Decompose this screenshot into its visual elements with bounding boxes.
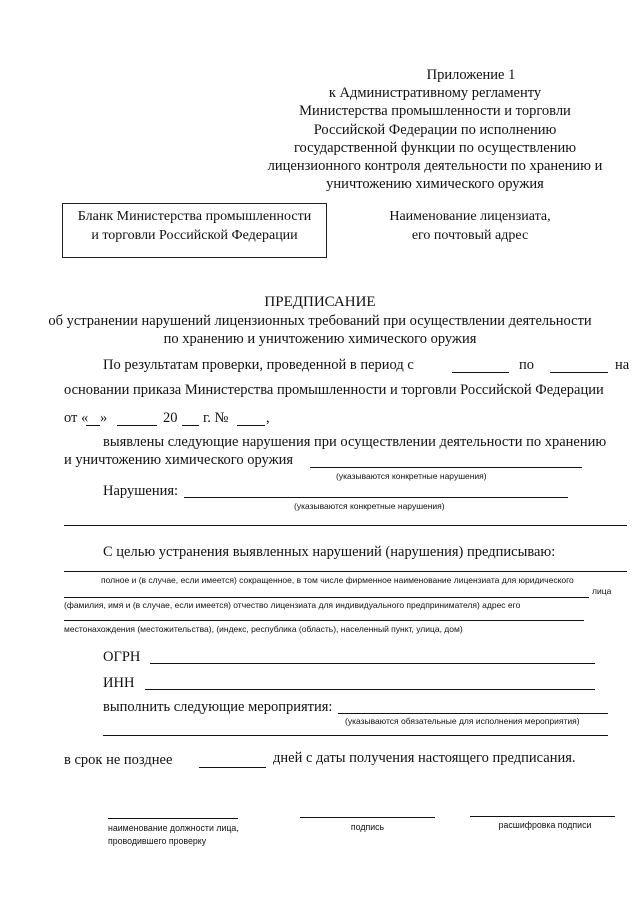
ogrn-field[interactable] [150, 663, 595, 664]
violations-label: Нарушения: [103, 483, 179, 499]
stamp-line: Бланк Министерства промышленности [77, 209, 312, 224]
violations-field-2[interactable] [64, 525, 627, 526]
position-signature-line[interactable] [108, 818, 238, 819]
appendix-line: уничтожению химического оружия [326, 176, 544, 193]
full-name-hint: полное и (в случае, если имеется) сокращенное, в том числе фирменное наименование лицензиата для юридического [101, 575, 574, 585]
measures-field[interactable] [338, 713, 608, 714]
fio-hint: (фамилия, имя и (в случае, если имеется) отчество лицензиата для индивидуального предпринимателя) адрес его [64, 600, 521, 610]
from-year: 20 [163, 410, 178, 426]
document-subtitle-2: по хранению и уничтожению химического оружия [163, 331, 477, 347]
found-text-2: и уничтожению химического оружия [64, 452, 294, 468]
inn-label: ИНН [103, 675, 135, 691]
measures-label: выполнить следующие мероприятия: [103, 699, 333, 715]
ministry-blank-box [62, 203, 327, 258]
appendix-line: к Административному регламенту [328, 85, 542, 102]
order-text: С целью устранения выявленных нарушений (нарушения) предписываю: [103, 544, 556, 560]
document-title: ПРЕДПИСАНИЕ [264, 294, 376, 310]
face-hint: лица [592, 586, 612, 596]
stamp-line: и торговли Российской Федерации [91, 228, 298, 243]
from-comma: , [266, 410, 270, 426]
check-na: на [615, 357, 630, 373]
from-quote-close: » [100, 410, 108, 426]
licensee-line: его почтовый адрес [411, 228, 529, 243]
deadline-days-field[interactable] [199, 767, 266, 768]
position-hint: наименование должности лица, проводившего проверку [108, 823, 239, 846]
basis-text: основании приказа Министерства промышленности и торговли Российской Федерации [64, 382, 604, 398]
deadline-text-a: в срок не позднее [64, 752, 173, 768]
check-text: По результатам проверки, проведенной в период с [103, 357, 414, 373]
period-start-field[interactable] [452, 372, 509, 373]
found-violations-field[interactable] [310, 467, 582, 468]
order-year-field[interactable] [182, 425, 199, 426]
appendix-line: государственной функции по осуществлению [293, 139, 577, 156]
licensee-name-field-2[interactable] [64, 597, 589, 598]
order-month-field[interactable] [117, 425, 157, 426]
licensee-address-block [355, 207, 585, 245]
deadline-text-b: дней с даты получения настоящего предписания. [273, 750, 576, 766]
from-number-label: г. № [203, 410, 229, 426]
check-po: по [519, 357, 535, 373]
violations-hint: (указываются конкретные нарушения) [294, 501, 445, 511]
order-number-field[interactable] [237, 425, 265, 426]
measures-field-2[interactable] [103, 735, 608, 736]
appendix-line: Приложение 1 [426, 67, 516, 83]
inn-field[interactable] [145, 689, 595, 690]
measures-hint: (указываются обязательные для исполнения мероприятия) [345, 716, 580, 726]
from-quote-open: от « [64, 410, 89, 426]
signature-hint: подпись [350, 822, 385, 832]
ogrn-label: ОГРН [103, 649, 141, 665]
licensee-name-field[interactable] [64, 571, 627, 572]
signature-line[interactable] [300, 817, 435, 818]
appendix-line: Российской Федерации по исполнению [313, 121, 557, 138]
found-text-1: выявлены следующие нарушения при осуществлении деятельности по хранению [103, 434, 607, 450]
location-hint: местонахождения (местожительства), (индекс, республика (область), населенный пункт, улица, дом) [64, 624, 463, 634]
appendix-header [240, 66, 630, 193]
document-subtitle-1: об устранении нарушений лицензионных требований при осуществлении деятельности [48, 313, 592, 329]
address-field[interactable] [64, 620, 584, 621]
order-day-field[interactable] [86, 425, 100, 426]
decoding-hint: расшифровка подписи [498, 820, 592, 830]
period-end-field[interactable] [550, 372, 608, 373]
decoding-line[interactable] [470, 816, 615, 817]
appendix-line: лицензионного контроля деятельности по хранению и [267, 158, 603, 175]
found-hint: (указываются конкретные нарушения) [336, 471, 487, 481]
licensee-line: Наименование лицензиата, [389, 209, 551, 224]
violations-field[interactable] [184, 497, 568, 498]
appendix-line: Министерства промышленности и торговли [299, 103, 571, 120]
